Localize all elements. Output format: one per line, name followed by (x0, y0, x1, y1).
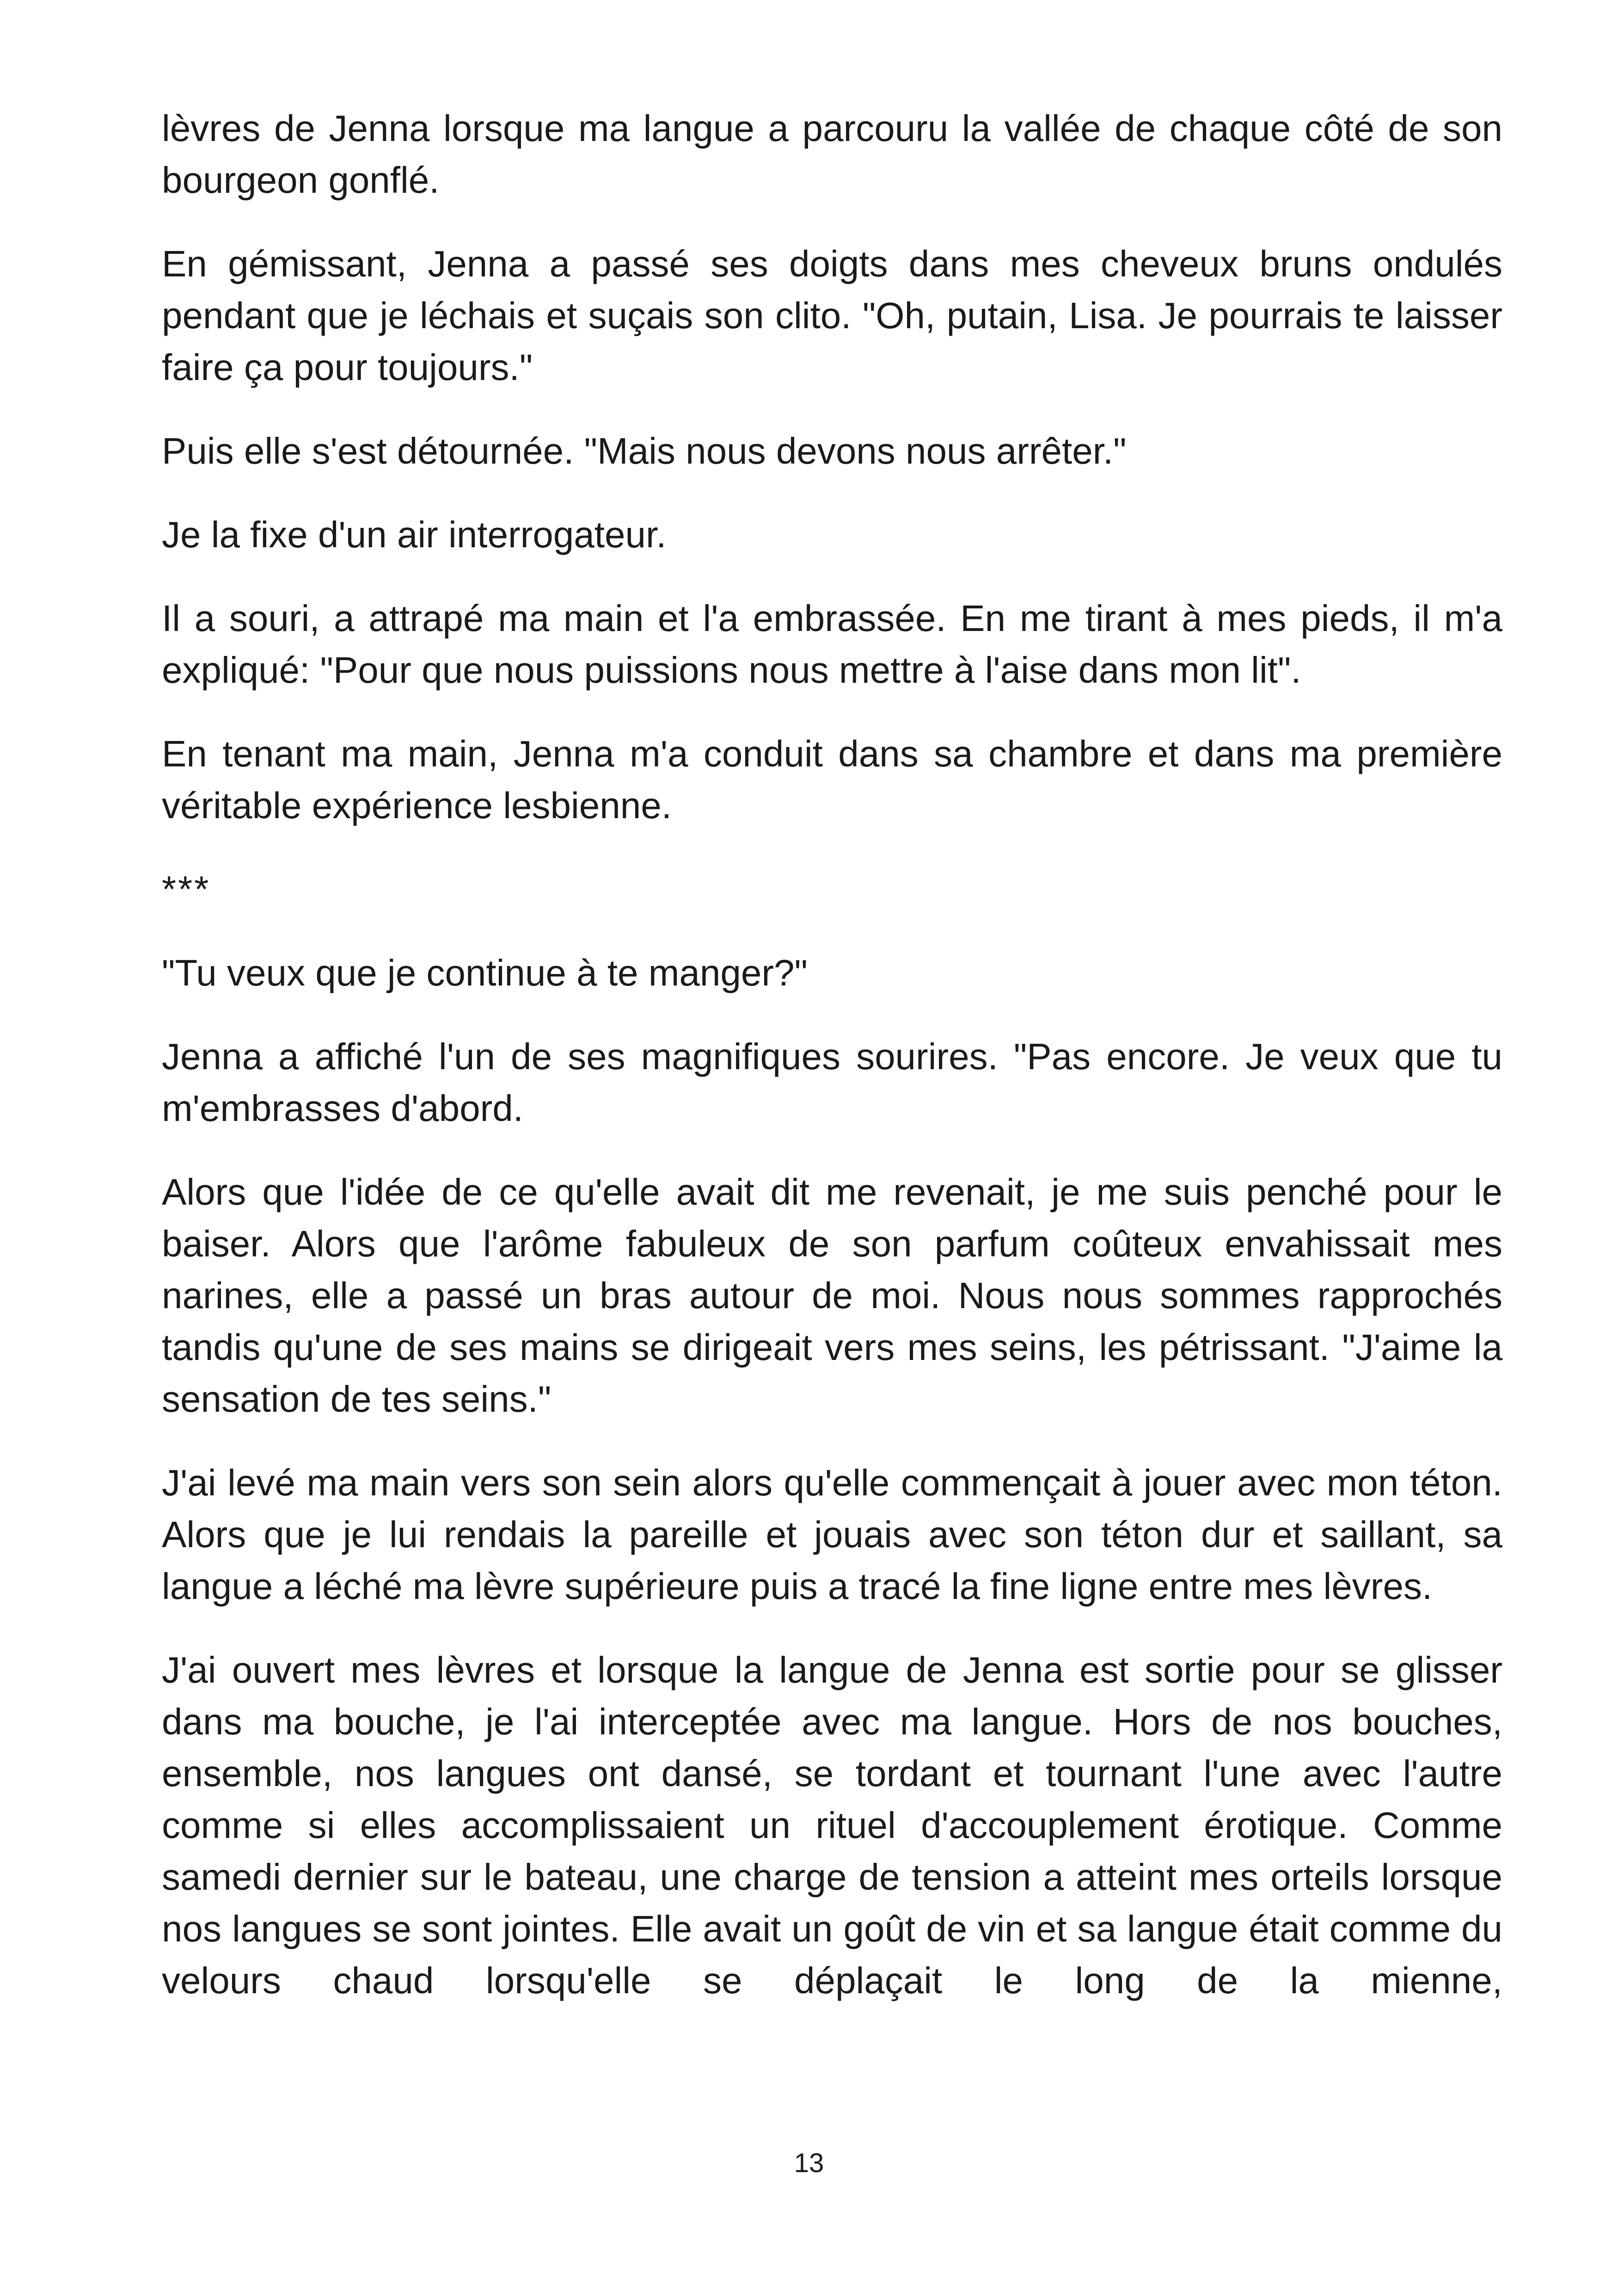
paragraph: Je la fixe d'un air interrogateur. (162, 514, 667, 555)
paragraph: Il a souri, a attrapé ma main et l'a embrassée. En me tirant à mes pieds, il m'a expliqué: "Pour que nous puissions nous mettre à l'aise dans mon lit". (162, 598, 1502, 691)
scene-break: *** (162, 869, 211, 910)
paragraph: En gémissant, Jenna a passé ses doigts dans mes cheveux bruns ondulés pendant que je léchais et suçais son clito. "Oh, putain, Lisa. Je pourrais te laisser faire ça pour toujours." (162, 243, 1502, 388)
paragraph: J'ai levé ma main vers son sein alors qu'elle commençait à jouer avec mon téton. Alors que je lui rendais la pareille et jouais avec son téton dur et saillant, sa langue a léché ma lèvre supérieure puis a tracé la fine ligne entre mes lèvres. (162, 1462, 1502, 1607)
body-text (162, 103, 1502, 2039)
paragraph: lèvres de Jenna lorsque ma langue a parcouru la vallée de chaque côté de son bourgeon gonflé. (162, 108, 1502, 201)
paragraph: "Tu veux que je continue à te manger?" (162, 952, 808, 993)
paragraph: J'ai ouvert mes lèvres et lorsque la langue de Jenna est sortie pour se glisser dans ma bouche, je l'ai interceptée avec ma langue. Hors de nos bouches, ensemble, nos langues ont dansé, se tordant et tournant l'une avec l'autre comme si elles accomplissaient un rituel d'accouplement érotique. Comme samedi dernier sur le bateau, une charge de tension a atteint mes orteils lorsque nos langues se sont jointes. Elle avait un goût de vin et sa langue était comme du velours chaud lorsqu'elle se déplaçait le long de la mienne, (162, 1649, 1502, 2001)
paragraph: Alors que l'idée de ce qu'elle avait dit me revenait, je me suis penché pour le baiser. Alors que l'arôme fabuleux de son parfum coûteux envahissait mes narines, elle a passé un bras autour de moi. Nous nous sommes rapprochés tandis qu'une de ses mains se dirigeait vers mes seins, les pétrissant. "J'aime la sensation de tes seins." (162, 1171, 1502, 1420)
paragraph: En tenant ma main, Jenna m'a conduit dans sa chambre et dans ma première véritable expérience lesbienne. (162, 733, 1502, 826)
page-number: 13 (794, 2148, 824, 2178)
paragraph: Jenna a affiché l'un de ses magnifiques sourires. "Pas encore. Je veux que tu m'embrasses d'abord. (162, 1036, 1502, 1129)
paragraph: Puis elle s'est détournée. "Mais nous devons nous arrêter." (162, 430, 1127, 471)
